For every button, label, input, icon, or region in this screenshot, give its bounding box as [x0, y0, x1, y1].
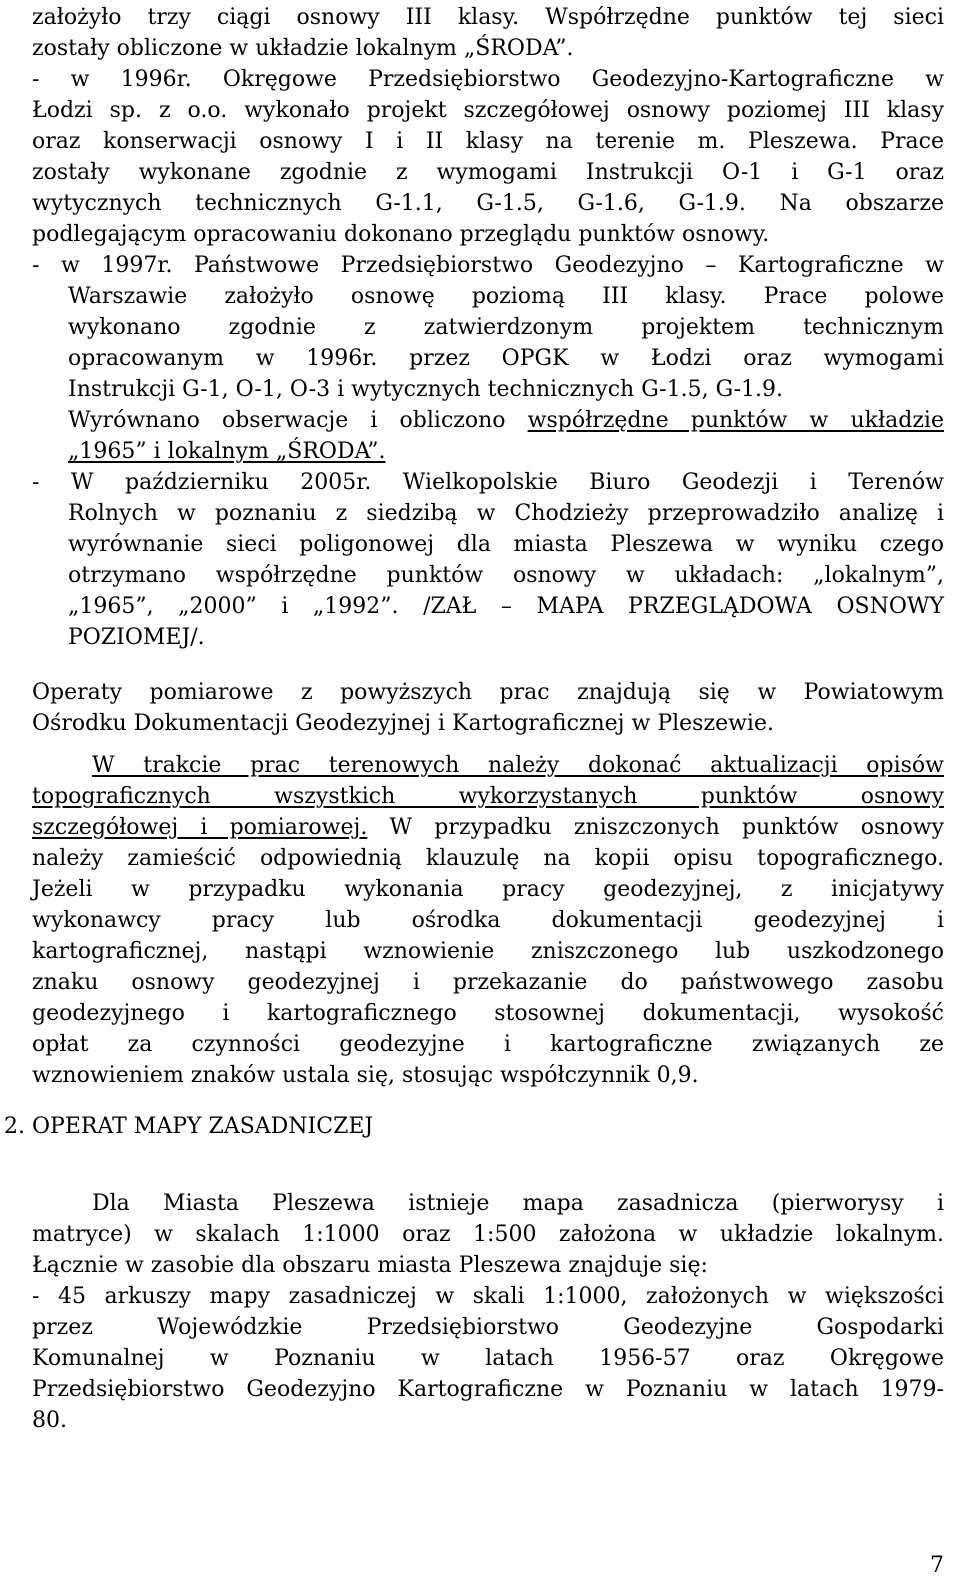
- block-3: [32, 467, 944, 653]
- text-line: Przedsiębiorstwo Geodezyjno Kartograficzne w Poznaniu w latach 1979-: [32, 1377, 944, 1402]
- text-line: POZIOMEJ/.: [68, 625, 205, 650]
- text-line: Ośrodku Dokumentacji Geodezyjnej i Kartograficznej w Pleszewie.: [32, 711, 774, 736]
- text-line: [32, 405, 944, 436]
- text-line: Jeżeli w przypadku wykonania pracy geodezyjnej, z inicjatywy: [32, 877, 944, 902]
- text-line: [32, 436, 944, 467]
- text-line: Instrukcji G-1, O-1, O-3 i wytycznych technicznych G-1.5, G-1.9.: [68, 377, 783, 402]
- text-line: geodezyjnego i kartograficznego stosownej dokumentacji, wysokość: [32, 1001, 944, 1026]
- text-line: Łodzi sp. z o.o. wykonało projekt szczegółowej osnowy poziomej III klasy: [32, 98, 944, 123]
- text-line: 80.: [32, 1408, 67, 1433]
- text-line: wykonano zgodnie z zatwierdzonym projektem technicznym: [68, 315, 944, 340]
- text-line: Dla Miasta Pleszewa istnieje mapa zasadnicza (pierworysy i: [92, 1191, 944, 1216]
- text-line: znaku osnowy geodezyjnej i przekazanie do państwowego zasobu: [32, 970, 944, 995]
- text-line: Rolnych w poznaniu z siedzibą w Chodzieży przeprowadziło analizę i: [68, 501, 944, 526]
- text-line: Komunalnej w Poznaniu w latach 1956-57 oraz Okręgowe: [32, 1346, 944, 1371]
- text-line: [32, 812, 944, 843]
- text-line: - 45 arkuszy mapy zasadniczej w skali 1:1000, założonych w większości: [32, 1284, 944, 1309]
- text-line: opracowanym w 1996r. przez OPGK w Łodzi oraz wymogami: [68, 346, 944, 371]
- text-span: W przypadku zniszczonych punktów osnowy: [367, 815, 945, 840]
- text-line: zostały obliczone w układzie lokalnym „ŚRODA”.: [32, 36, 574, 61]
- paragraph-w-trakcie: [32, 750, 944, 1091]
- section-heading: 2. OPERAT MAPY ZASADNICZEJ: [4, 1114, 374, 1139]
- text-line: otrzymano współrzędne punktów osnowy w układach: „lokalnym”,: [68, 563, 944, 588]
- text-line: należy zamieścić odpowiednią klauzulę na kopii opisu topograficznego.: [32, 846, 944, 871]
- text-line: podlegającym opracowaniu dokonano przeglądu punktów osnowy.: [32, 222, 770, 247]
- text-line: oraz konserwacji osnowy I i II klasy na terenie m. Pleszewa. Prace: [32, 129, 944, 154]
- text-line: wytycznych technicznych G-1.1, G-1.5, G-1.6, G-1.9. Na obszarze: [32, 191, 944, 216]
- text-line: założyło trzy ciągi osnowy III klasy. Współrzędne punktów tej sieci: [32, 5, 944, 30]
- text-line: wyrównanie sieci poligonowej dla miasta Pleszewa w wyniku czego: [68, 532, 944, 557]
- text-line: „1965”, „2000” i „1992”. /ZAŁ – MAPA PRZEGLĄDOWA OSNOWY: [68, 594, 944, 619]
- block-1: [32, 2, 944, 250]
- text-line: opłat za czynności geodezyjne i kartograficzne związanych ze: [32, 1032, 944, 1057]
- underlined-text: szczegółowej i pomiarowej.: [32, 815, 368, 840]
- text-line: wznowieniem znaków ustala się, stosując współczynnik 0,9.: [32, 1063, 699, 1088]
- text-line: - W październiku 2005r. Wielkopolskie Biuro Geodezji i Terenów: [32, 470, 944, 495]
- text-line: Łącznie w zasobie dla obszaru miasta Pleszewa znajduje się:: [32, 1253, 708, 1278]
- text-line: zostały wykonane zgodnie z wymogami Instrukcji O-1 i G-1 oraz: [32, 160, 944, 185]
- text-line: matryce) w skalach 1:1000 oraz 1:500 założona w układzie lokalnym.: [32, 1222, 944, 1247]
- text-line: Warszawie założyło osnowę poziomą III klasy. Prace polowe: [68, 284, 944, 309]
- text-span: Wyrównano obserwacje i obliczono: [68, 408, 528, 433]
- text-line: - w 1996r. Okręgowe Przedsiębiorstwo Geodezyjno-Kartograficzne w: [32, 67, 944, 92]
- text-line: - w 1997r. Państwowe Przedsiębiorstwo Geodezyjno – Kartograficzne w: [32, 253, 944, 278]
- page-number: 7: [930, 1553, 944, 1578]
- underlined-text: W trakcie prac terenowych należy dokonać aktualizacji opisów: [92, 753, 944, 778]
- paragraph-mapa: [32, 1188, 944, 1436]
- text-line: wykonawcy pracy lub ośrodka dokumentacji geodezyjnej i: [32, 908, 944, 933]
- text-line: [32, 750, 944, 781]
- block-2: [32, 250, 944, 467]
- paragraph-operaty: [32, 677, 944, 739]
- underlined-text: „1965” i lokalnym „ŚRODA”.: [68, 439, 386, 464]
- text-line: kartograficznej, nastąpi wznowienie zniszczonego lub uszkodzonego: [32, 939, 944, 964]
- text-line: topograficznych wszystkich wykorzystanych punktów osnowy: [32, 784, 944, 809]
- text-line: Operaty pomiarowe z powyższych prac znajdują się w Powiatowym: [32, 680, 944, 705]
- underlined-text: współrzędne punktów w układzie: [527, 408, 944, 433]
- text-line: przez Wojewódzkie Przedsiębiorstwo Geodezyjne Gospodarki: [32, 1315, 944, 1340]
